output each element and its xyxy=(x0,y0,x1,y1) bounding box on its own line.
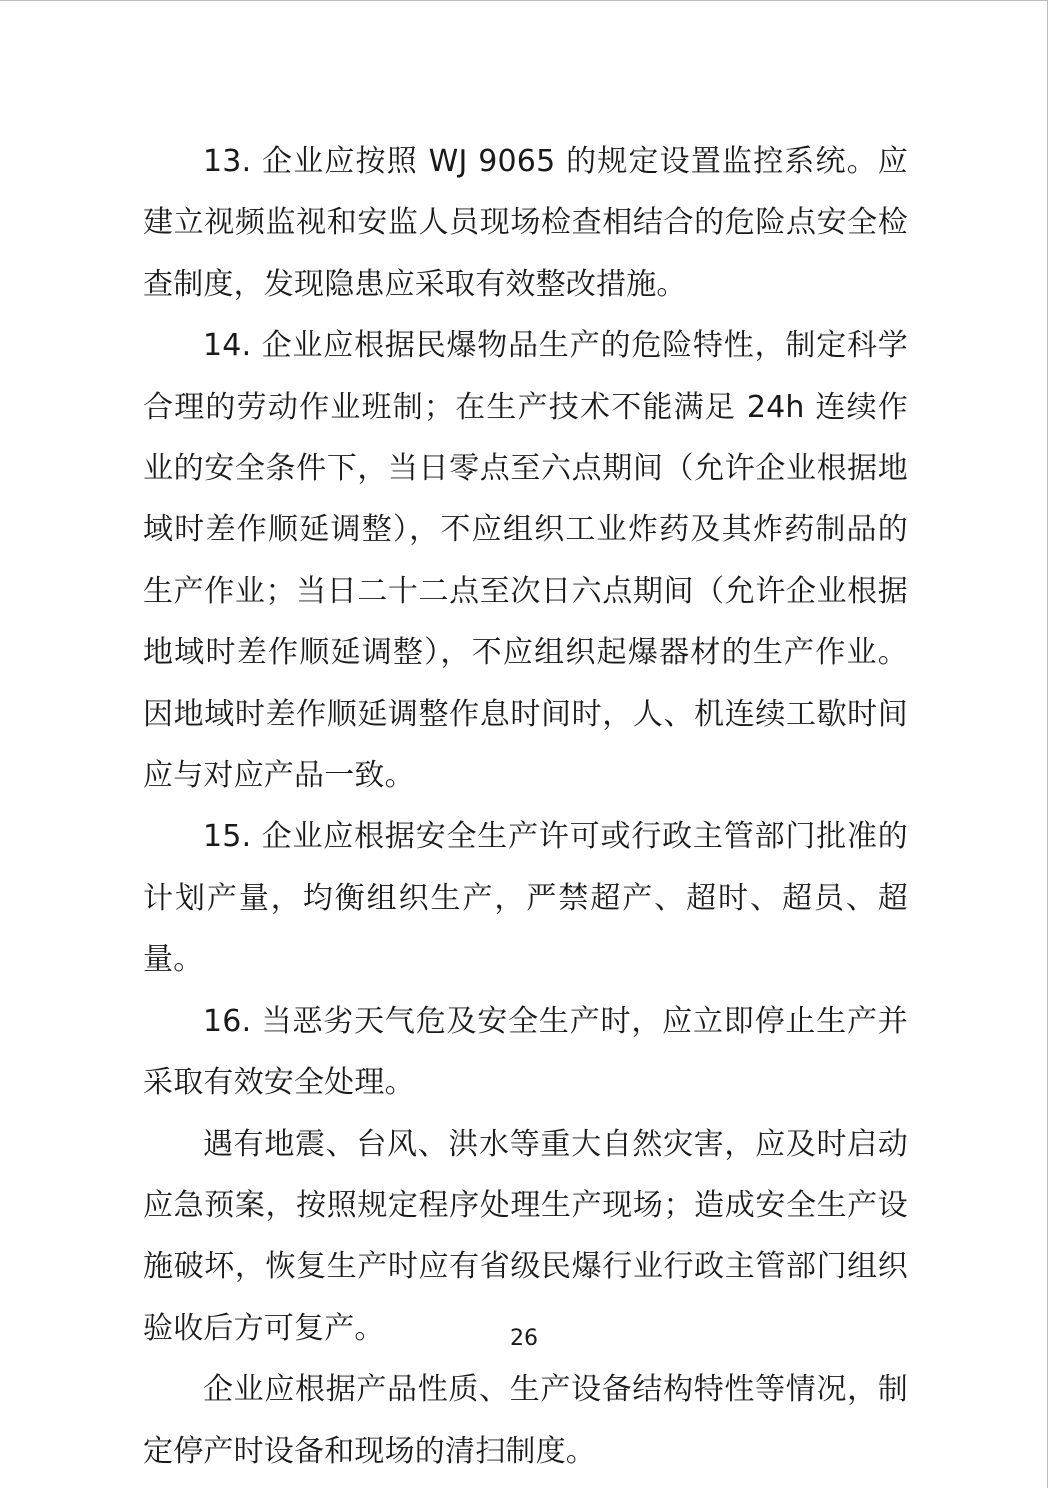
paragraph-item-15: 15. 企业应根据安全生产许可或行政主管部门批准的计划产量，均衡组织生产，严禁超产、超时、超员、超量。 xyxy=(143,819,908,978)
paragraph-item-16: 16. 当恶劣天气危及安全生产时，应立即停止生产并采取有效安全处理。 xyxy=(143,1003,908,1101)
paragraph-cleaning-system: 企业应根据产品性质、生产设备结构特性等情况，制定停产时设备和现场的清扫制度。 xyxy=(143,1372,908,1469)
page-number: 26 xyxy=(510,1326,538,1351)
paragraph-item-14: 14. 企业应根据民爆物品生产的危险特性，制定科学合理的劳动作业班制；在生产技术不能满足 24h 连续作业的安全条件下，当日零点至六点期间（允许企业根据地域时差作顺延调整），不应组织工业炸药及其炸药制品的生产作业；当日二十二点至次日六点期间（允许企业根据地域时差作顺延调整），不应组织起爆器材的生产作业。因地域时差作顺延调整作息时间时，人、机连续工歇时间应与对应产品一致。 xyxy=(143,328,908,794)
paragraph-item-13: 13. 企业应按照 WJ 9065 的规定设置监控系统。应建立视频监视和安监人员现场检查相结合的危险点安全检查制度，发现隐患应采取有效整改措施。 xyxy=(143,144,908,302)
page-border-top xyxy=(0,0,1047,1)
document-body xyxy=(143,131,908,1482)
paragraph-natural-disaster: 遇有地震、台风、洪水等重大自然灾害，应及时启动应急预案，按照规定程序处理生产现场；造成安全生产设施破坏，恢复生产时应有省级民爆行业行政主管部门组织验收后方可复产。 xyxy=(143,1126,908,1346)
